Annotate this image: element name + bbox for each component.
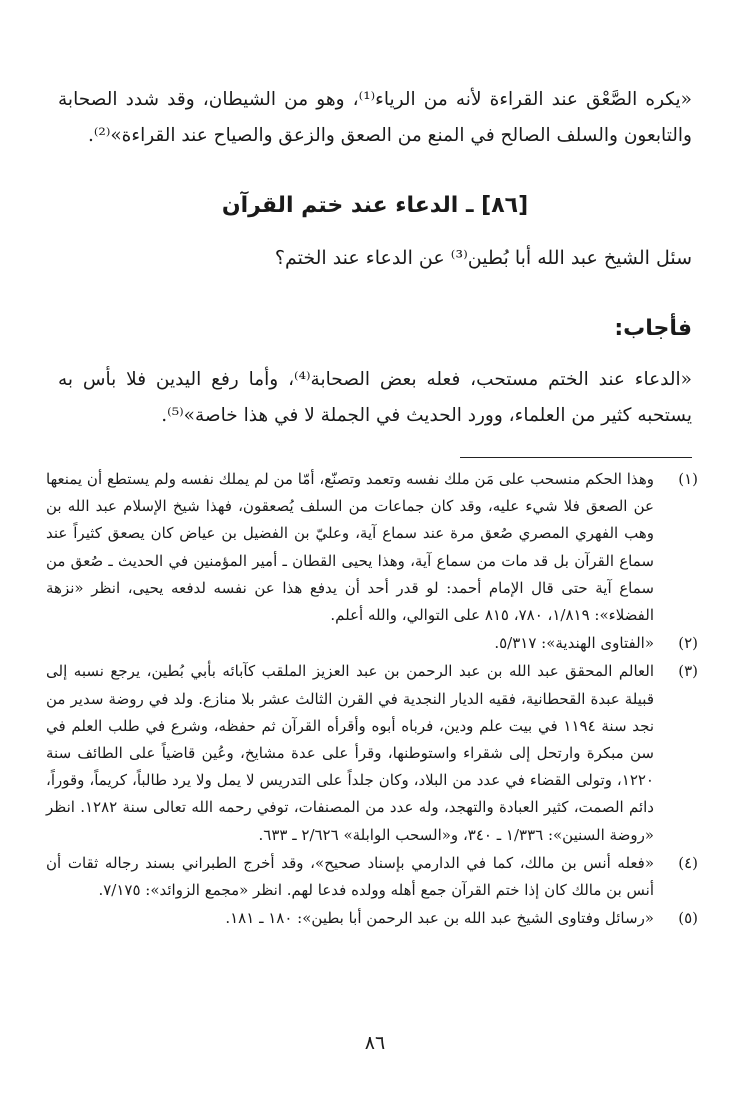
answer-paragraph: «الدعاء عند الختم مستحب، فعله بعض الصحابة⁽⁴⁾، وأما رفع اليدين فلا بأس به يستحبه كثير من العلماء، وورد الحديث في الجملة لا في هذا خاصة»⁽⁵⁾. bbox=[58, 369, 692, 426]
footnote-1 bbox=[46, 466, 698, 629]
footnote-number: (٣) bbox=[678, 662, 698, 681]
footnote-text: «فعله أنس بن مالك، كما في الدارمي بإسناد صحيح»، وقد أخرج الطبراني بسند رجاله ثقات أن أنس بن مالك كان إذا ختم القرآن جمع أهله وولده فدعا لهم. انظر «مجمع الزوائد»: ٧/١٧٥. bbox=[46, 853, 654, 900]
footnote-5 bbox=[46, 905, 698, 932]
question-paragraph: سئل الشيخ عبد الله أبا بُطين⁽³⁾ عن الدعاء عند الختم؟ bbox=[274, 247, 692, 269]
answer-label: فأجاب: bbox=[614, 316, 692, 341]
footnote-4 bbox=[46, 850, 698, 904]
footnote-text: العالم المحقق عبد الله بن عبد الرحمن بن عبد العزيز الملقب كآبائه بأبي بُطين، يرجع نسبه إلى قبيلة عبدة القحطانية، فقيه الديار النجدية في القرن الثالث عشر بلا منازع. ولد في روضة سدير من نجد سنة ١١٩٤ في بيت علم ودين، فرباه أبوه وأقرأه القرآن ثم حفظه، وشرع في طلب العلم في سن مبكرة وارتحل إلى شقراء واستوطنها، وقرأ على عدة مشايخ، وعُين قاضياً على الطائف سنة ١٢٢٠، وتولى القضاء في عدد من البلاد، وكان جلداً على التدريس لا يمل ولا يرد طالباً، كريماً، وقوراً، دائم الصمت، كثير العبادة والتهجد، وله عدد من المصنفات، توفي رحمه الله تعالى سنة ١٢٨٢. انظر «روضة السنين»: ١/٣٣٦ ـ ٣٤٠، و«السحب الوابلة» ٢/٦٢٦ ـ ٦٣٣. bbox=[46, 662, 655, 844]
footnote-text: وهذا الحكم منسحب على مَن ملك نفسه وتعمد وتصنّع، أمّا من لم يملك نفسه ولم يستطع أن يمنعها عن الصعق فلا شيء عليه، وقد كان جماعات من السلف يُصعقون، فهذا شيخ الإسلام عبد الله بن وهب الفهري المصري صُعق مرة عند سماع آية، وعليّ بن الفضيل بن عياض كان يصعق كثيراً عند سماع القرآن بل قد مات من سماع آية، وهذا يحيى القطان ـ أمير المؤمنين في الحديث ـ صُعق من سماع آية حتى قال الإمام أحمد: لو قدر أحد أن يدفع هذا عن نفسه لدفعه يحيى، انظر «نزهة الفضلاء»: ١/٨١٩، ٧٨٠، ٨١٥ على التوالي، والله أعلم. bbox=[46, 470, 654, 625]
footnote-number: (١) bbox=[678, 470, 698, 488]
footnote-number: (٤) bbox=[678, 853, 698, 872]
footnote-2 bbox=[46, 630, 698, 657]
intro-paragraph: «يكره الصَّعْق عند القراءة لأنه من الرياء⁽¹⁾، وهو من الشيطان، وقد شدد الصحابة والتابعون والسلف الصالح في المنع من الصعق والزعق والصياح عند القراءة»⁽²⁾. bbox=[58, 89, 692, 146]
footnote-text: «رسائل وفتاوى الشيخ عبد الله بن عبد الرحمن أبا بطين»: ١٨٠ ـ ١٨١. bbox=[225, 909, 654, 928]
footnote-separator bbox=[460, 457, 692, 458]
footnote-text: «الفتاوى الهندية»: ٥/٣١٧. bbox=[494, 634, 654, 653]
footnote-number: (٢) bbox=[678, 634, 698, 653]
footnote-number: (٥) bbox=[678, 909, 698, 928]
page-number: ٨٦ bbox=[364, 1032, 386, 1054]
footnote-3 bbox=[46, 658, 698, 848]
footnotes bbox=[46, 466, 698, 932]
section-heading: [٨٦] ـ الدعاء عند ختم القرآن bbox=[221, 193, 529, 218]
